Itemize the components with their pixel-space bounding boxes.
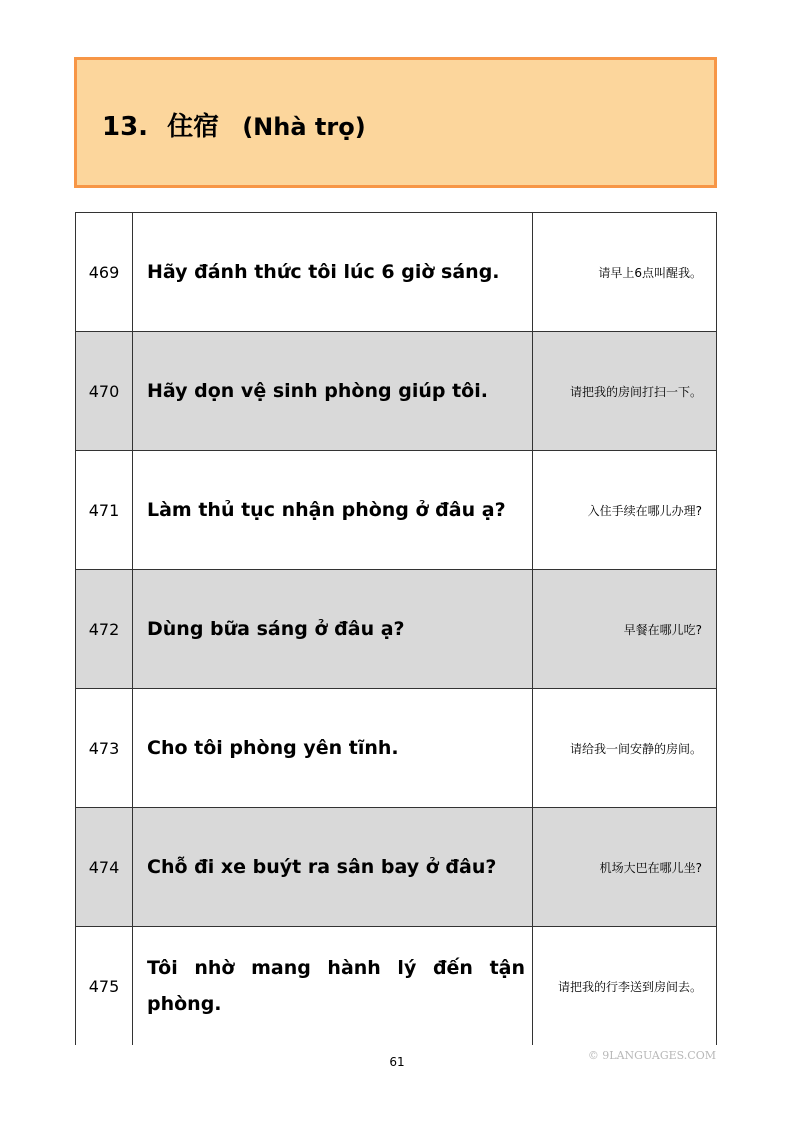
table-row xyxy=(76,808,717,927)
table-row xyxy=(76,213,717,332)
phrase-vietnamese: Chỗ đi xe buýt ra sân bay ở đâu? xyxy=(133,808,533,927)
phrase-vietnamese: Hãy dọn vệ sinh phòng giúp tôi. xyxy=(133,332,533,451)
phrase-chinese: 早餐在哪儿吃? xyxy=(533,570,717,689)
phrase-chinese: 入住手续在哪儿办理? xyxy=(533,451,717,570)
phrase-chinese: 请给我一间安静的房间。 xyxy=(533,689,717,808)
phrase-number: 474 xyxy=(76,808,133,927)
phrase-table xyxy=(75,212,717,1045)
section-title-chinese: 住宿 xyxy=(167,112,220,142)
table-row xyxy=(76,451,717,570)
phrase-number: 471 xyxy=(76,451,133,570)
page-number: 61 xyxy=(389,1055,405,1069)
phrase-number: 469 xyxy=(76,213,133,332)
table-row xyxy=(76,332,717,451)
section-title-vietnamese: (Nhà trọ) xyxy=(242,113,366,141)
phrase-vietnamese: Hãy đánh thức tôi lúc 6 giờ sáng. xyxy=(133,213,533,332)
phrase-number: 470 xyxy=(76,332,133,451)
phrase-vietnamese: Cho tôi phòng yên tĩnh. xyxy=(133,689,533,808)
phrase-chinese: 请把我的行李送到房间去。 xyxy=(533,927,717,1046)
phrase-number: 473 xyxy=(76,689,133,808)
phrase-vietnamese: Làm thủ tục nhận phòng ở đâu ạ? xyxy=(133,451,533,570)
table-row xyxy=(76,927,717,1046)
table-row xyxy=(76,570,717,689)
phrase-chinese: 请早上6点叫醒我。 xyxy=(533,213,717,332)
phrase-chinese: 机场大巴在哪儿坐? xyxy=(533,808,717,927)
phrase-vietnamese: Tôi nhờ mang hành lý đến tận phòng. xyxy=(133,927,533,1046)
table-row xyxy=(76,689,717,808)
section-title-box xyxy=(74,57,717,188)
section-title xyxy=(102,106,366,143)
phrase-chinese: 请把我的房间打扫一下。 xyxy=(533,332,717,451)
phrase-vietnamese: Dùng bữa sáng ở đâu ạ? xyxy=(133,570,533,689)
section-number: 13. xyxy=(102,112,149,142)
copyright-watermark: © 9LANGUAGES.COM xyxy=(587,1049,716,1062)
phrase-number: 475 xyxy=(76,927,133,1046)
phrase-number: 472 xyxy=(76,570,133,689)
